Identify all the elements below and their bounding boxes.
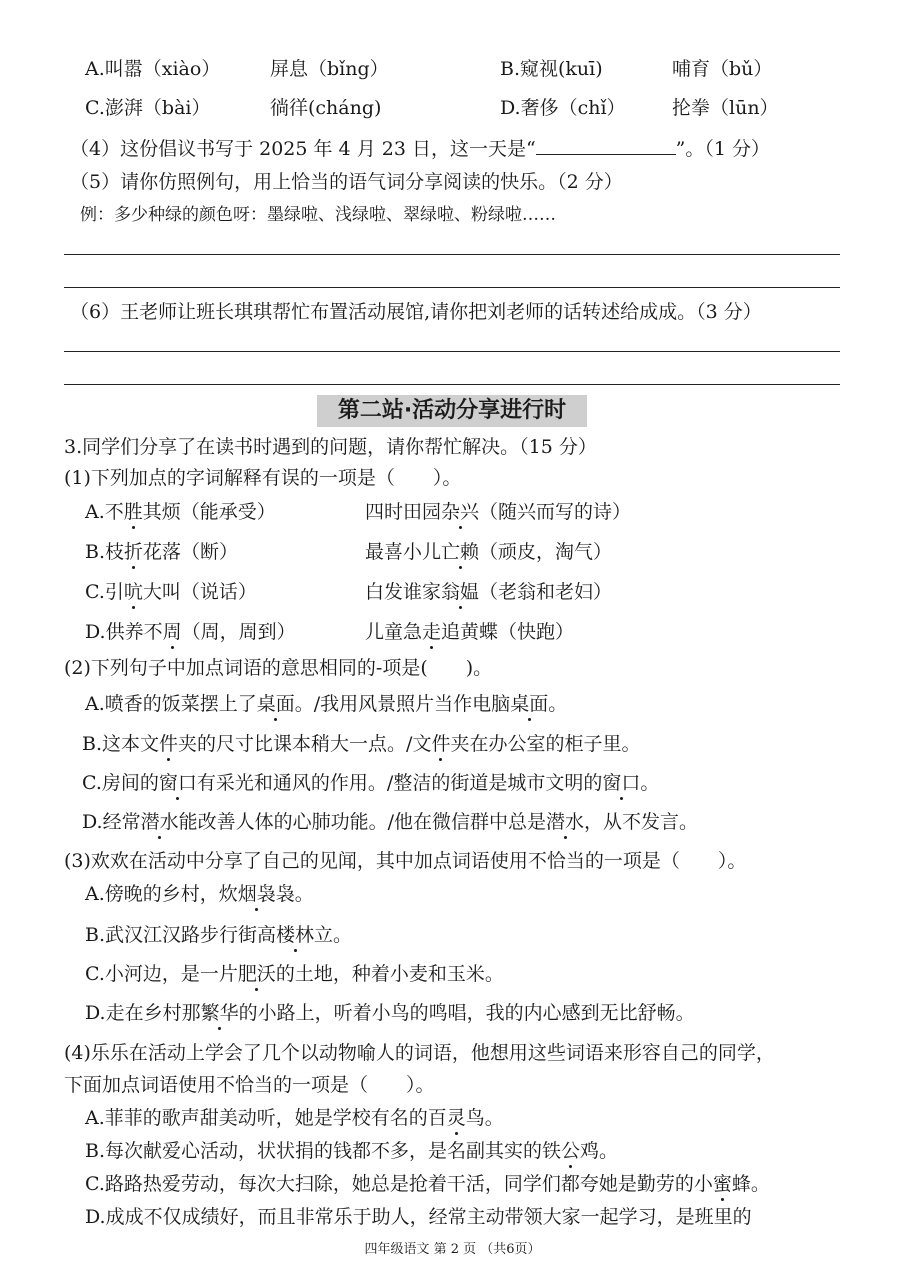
q3-p2-stem: (2)下列句子中加点词语的意思相同的-项是( )。 xyxy=(64,657,493,679)
dotted-word: 潜水 xyxy=(140,811,179,833)
q2-option-c-word2: 徜徉(cháng) xyxy=(270,97,382,119)
q2-option-b-word2: 哺育（bǔ） xyxy=(672,58,773,80)
dotted-word: 潜水 xyxy=(546,811,585,833)
q2-sub4 xyxy=(70,136,770,161)
q2-option-a-word1: A.叫嚣（xiào） xyxy=(85,58,221,80)
q2-sub4-text: （4）这份倡议书写于 2025 年 4 月 23 日，这一天是“ xyxy=(70,138,536,160)
q3-p4-option-b: B.每次献爱心活动，状状捐的钱都不多，是名副其实的铁公鸡。 xyxy=(85,1140,619,1162)
q3-p2-option-d: D.经常潜水能改善人体的心肺功能。/他在微信群中总是潜水，从不发言。 xyxy=(82,811,699,833)
q2-sub5: （5）请你仿照例句，用上恰当的语气词分享阅读的快乐。（2 分） xyxy=(70,171,623,193)
dotted-word: 肥沃 xyxy=(237,963,276,985)
dotted-word: 炊烟袅袅 xyxy=(218,883,295,905)
q3-p2-option-b: B.这本文件夹的尺寸比课本稍大一点。/文件夹在办公室的柜子里。 xyxy=(82,733,641,755)
q3-p1-option-c1: C.引吭大叫（说话） xyxy=(85,581,257,603)
dotted-word: 窗口 xyxy=(158,772,197,794)
dotted-word: 吭 xyxy=(123,581,143,603)
q3-p1-option-b1: B.枝折花落（断） xyxy=(85,541,239,563)
q3-p2-option-c: C.房间的窗口有采光和通风的作用。/整洁的街道是城市文明的窗口。 xyxy=(82,772,660,794)
q3-p3-option-d: D.走在乡村那繁华的小路上，听着小鸟的鸣唱，我的内心感到无比舒畅。 xyxy=(85,1002,695,1024)
section-heading: 第二站·活动分享进行时 xyxy=(317,395,587,427)
dotted-word: 文件夹 xyxy=(412,733,470,755)
q3-p4-stem-line1: (4)乐乐在活动上学会了几个以动物喻人的词语，他想用这些词语来形容自己的同学， xyxy=(64,1042,775,1064)
page-footer: 四年级语文 第 2 页 （共6页） xyxy=(364,1242,541,1257)
dotted-word: 走 xyxy=(422,621,442,643)
q3-p2-option-a: A.喷香的饭菜摆上了桌面。/我用风景照片当作电脑桌面。 xyxy=(85,693,568,715)
dotted-word: 铁公鸡 xyxy=(542,1140,600,1162)
q3-p3-stem: (3)欢欢在活动中分享了自己的见闻，其中加点词语使用不恰当的一项是（ ）。 xyxy=(64,850,747,872)
q3-p4-option-d: D.成成不仅成绩好，而且非常乐于助人，经常主动带领大家一起学习，是班里的 xyxy=(85,1206,752,1228)
dotted-word: 折 xyxy=(124,541,144,563)
q3-p1-option-d2: 儿童急走追黄蝶（快跑） xyxy=(365,621,575,643)
q3-p1-stem: (1)下列加点的字词解释有误的一项是（ ）。 xyxy=(64,467,462,489)
q3-p1-option-a1: A.不胜其烦（能承受） xyxy=(85,501,276,523)
q3-p4-option-a: A.菲菲的歌声甜美动听，她是学校有名的百灵鸟。 xyxy=(85,1107,504,1129)
answer-line-3[interactable] xyxy=(64,351,840,352)
answer-line-1[interactable] xyxy=(64,254,840,255)
q2-option-d-word1: D.奢侈（chǐ） xyxy=(500,97,626,119)
dotted-word: 杂兴 xyxy=(441,501,480,523)
q3-p4-stem-line2: 下面加点词语使用不恰当的一项是（ ）。 xyxy=(64,1074,435,1096)
q2-option-c-word1: C.澎湃（bài） xyxy=(85,97,211,119)
dotted-word: 桌面 xyxy=(510,693,549,715)
dotted-word: 翁媪 xyxy=(441,581,480,603)
q3-intro: 3.同学们分享了在读书时遇到的问题，请你帮忙解决。（15 分） xyxy=(64,436,597,458)
q3-p1-option-a2: 四时田园杂兴（随兴而写的诗） xyxy=(365,501,632,523)
dotted-word: 小蜜蜂 xyxy=(693,1173,751,1195)
answer-line-4[interactable] xyxy=(64,384,840,385)
dotted-word: 繁华 xyxy=(200,1002,239,1024)
dotted-word: 桌面 xyxy=(256,693,295,715)
q3-p3-option-a: A.傍晚的乡村，炊烟袅袅。 xyxy=(85,883,314,905)
dotted-word: 胜 xyxy=(123,501,143,523)
q3-p1-option-b2: 最喜小儿亡赖（顽皮，淘气） xyxy=(365,541,613,563)
q3-p1-option-d1: D.供养不周（周，周到） xyxy=(85,621,296,643)
q2-option-d-word2: 抡拳（lūn） xyxy=(672,97,779,119)
q2-option-a-word2: 屏息（bǐng） xyxy=(270,58,389,80)
q2-sub4-score: ”。（1 分） xyxy=(675,138,771,160)
dotted-word: 高楼林立 xyxy=(257,924,334,946)
answer-blank[interactable] xyxy=(536,136,676,155)
dotted-word: 亡赖 xyxy=(441,541,480,563)
q3-p3-option-c: C.小河边，是一片肥沃的土地，种着小麦和玉米。 xyxy=(85,963,504,985)
dotted-word: 百灵鸟 xyxy=(427,1107,485,1129)
answer-line-2[interactable] xyxy=(64,287,840,288)
q2-sub6: （6）王老师让班长琪琪帮忙布置活动展馆,请你把刘老师的话转述给成成。（3 分） xyxy=(70,301,762,323)
q2-option-b-word1: B.窥视(kuī) xyxy=(500,58,603,80)
q3-p3-option-b: B.武汉江汉路步行街高楼林立。 xyxy=(85,924,353,946)
dotted-word: 文件夹 xyxy=(140,733,198,755)
q3-p1-option-c2: 白发谁家翁媪（老翁和老妇） xyxy=(365,581,613,603)
dotted-word: 窗口 xyxy=(602,772,641,794)
dotted-word: 周 xyxy=(162,621,182,643)
q2-sub5-example: 例：多少种绿的颜色呀：墨绿啦、浅绿啦、翠绿啦、粉绿啦…… xyxy=(80,205,556,225)
q3-p4-option-c: C.路路热爱劳动，每次大扫除，她总是抢着干活，同学们都夸她是勤劳的小蜜蜂。 xyxy=(85,1173,770,1195)
